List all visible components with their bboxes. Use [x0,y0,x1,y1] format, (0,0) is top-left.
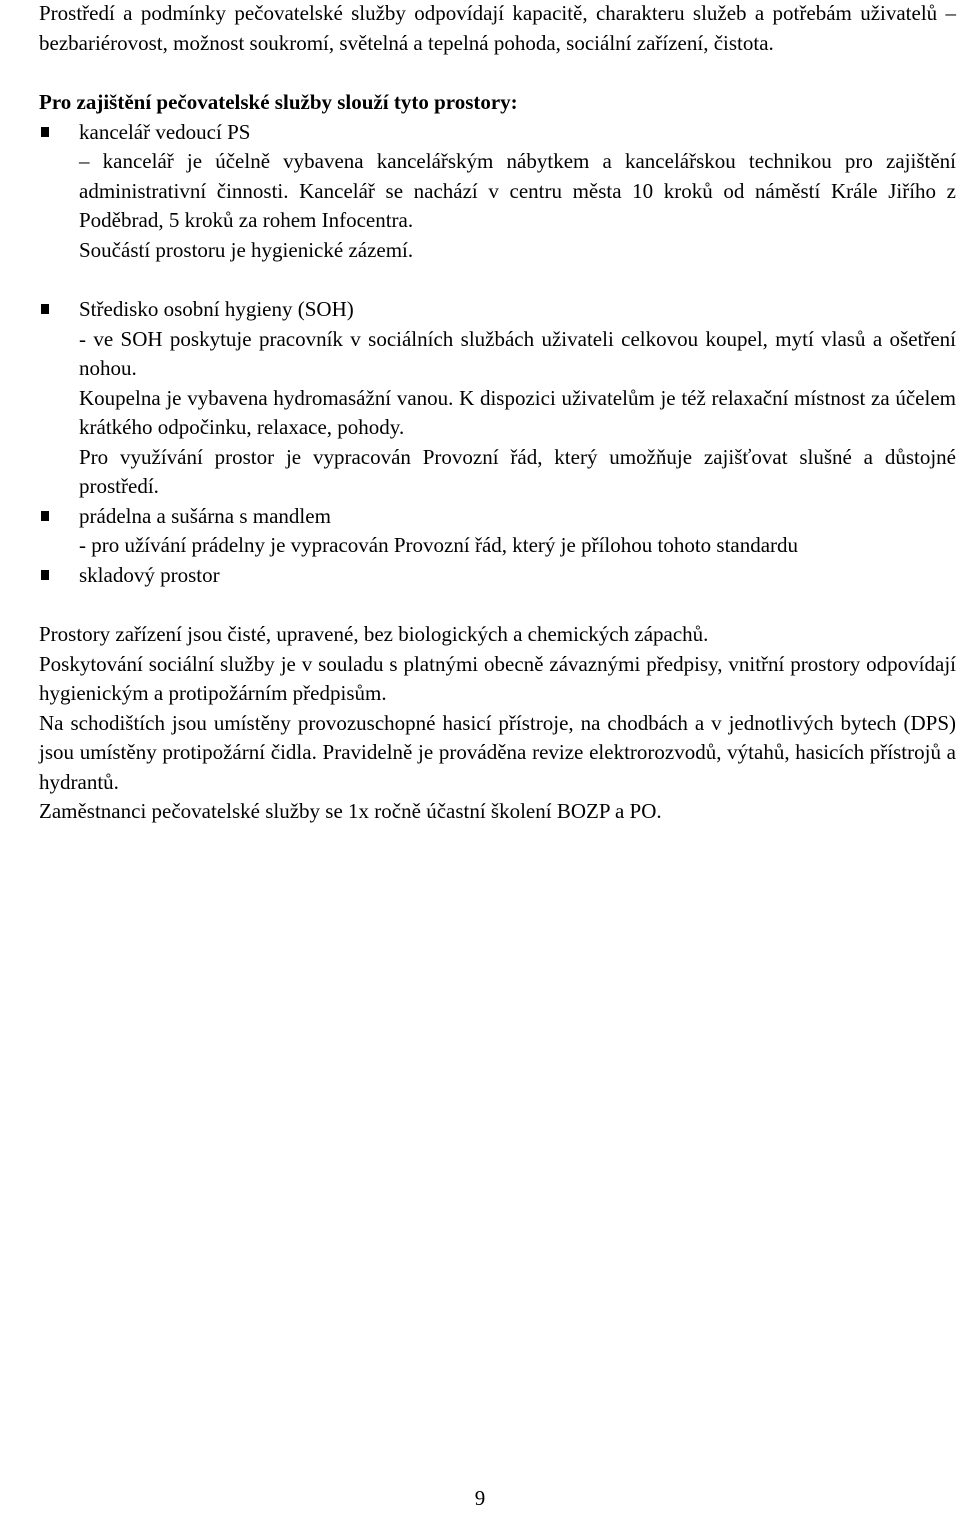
square-bullet-icon [41,304,49,314]
paragraph-fire-safety: Na schodištích jsou umístěny provozuschopné hasicí přístroje, na chodbách a v jednotlivých bytech (DPS) jsou umístěny protipožární čidla. Pravidelně je prováděna revize elektrorozvodů, výtahů, hasicích přístrojů a hydrantů. [39,710,956,794]
list-item-storage [39,561,956,591]
list-item-soh [39,295,956,502]
spaces-heading: Pro zajištění pečovatelské služby slouží tyto prostory: [39,90,518,114]
office-description: – kancelář je účelně vybavena kancelářským nábytkem a kancelářskou technikou pro zajištění administrativní činnosti. Kancelář se nachází v centru města 10 kroků od náměstí Krále Jiřího z Poděbrad, 5 kroků za rohem Infocentra. [79,149,956,232]
soh-description: - ve SOH poskytuje pracovník v sociálních službách uživateli celkovou koupel, mytí vlasů a ošetření nohou. [79,326,956,380]
paragraph-training: Zaměstnanci pečovatelské služby se 1x ročně účastní školení BOZP a PO. [39,799,662,823]
laundry-title: prádelna a sušárna s mandlem [79,503,331,528]
list-item-laundry [39,502,956,561]
office-title: kancelář vedoucí PS [79,119,251,144]
paragraph-cleanliness: Prostory zařízení jsou čisté, upravené, bez biologických a chemických zápachů. [39,622,709,646]
square-bullet-icon [41,127,49,137]
office-hygiene-note: Součástí prostoru je hygienické zázemí. [79,237,414,262]
soh-bath-note: Koupelna je vybavena hydromasážní vanou. K dispozici uživatelům je též relaxační místnost za účelem krátkého odpočinku, relaxace, pohody. [79,385,956,439]
page-number: 9 [474,1486,486,1510]
square-bullet-icon [41,570,49,580]
square-bullet-icon [41,511,49,521]
list-item-office [39,118,956,266]
storage-title: skladový prostor [79,562,220,587]
paragraph-regulations: Poskytování sociální služby je v souladu s platnými obecně závaznými předpisy, vnitřní prostory odpovídají hygienickým a protipožárním předpisům. [39,651,956,705]
soh-title: Středisko osobní hygieny (SOH) [79,297,354,321]
intro-paragraph: Prostředí a podmínky pečovatelské služby odpovídají kapacitě, charakteru služeb a potřebám uživatelů – bezbariérovost, možnost soukromí, světelná a tepelná pohoda, sociální zařízení, čistota. [39,1,956,55]
soh-rules-note: Pro využívání prostor je vypracován Provozní řád, který umožňuje zajišťovat slušné a důstojné prostředí. [79,444,956,498]
document-body [39,0,956,827]
laundry-description: - pro užívání prádelny je vypracován Provozní řád, který je přílohou tohoto standardu [79,533,799,557]
